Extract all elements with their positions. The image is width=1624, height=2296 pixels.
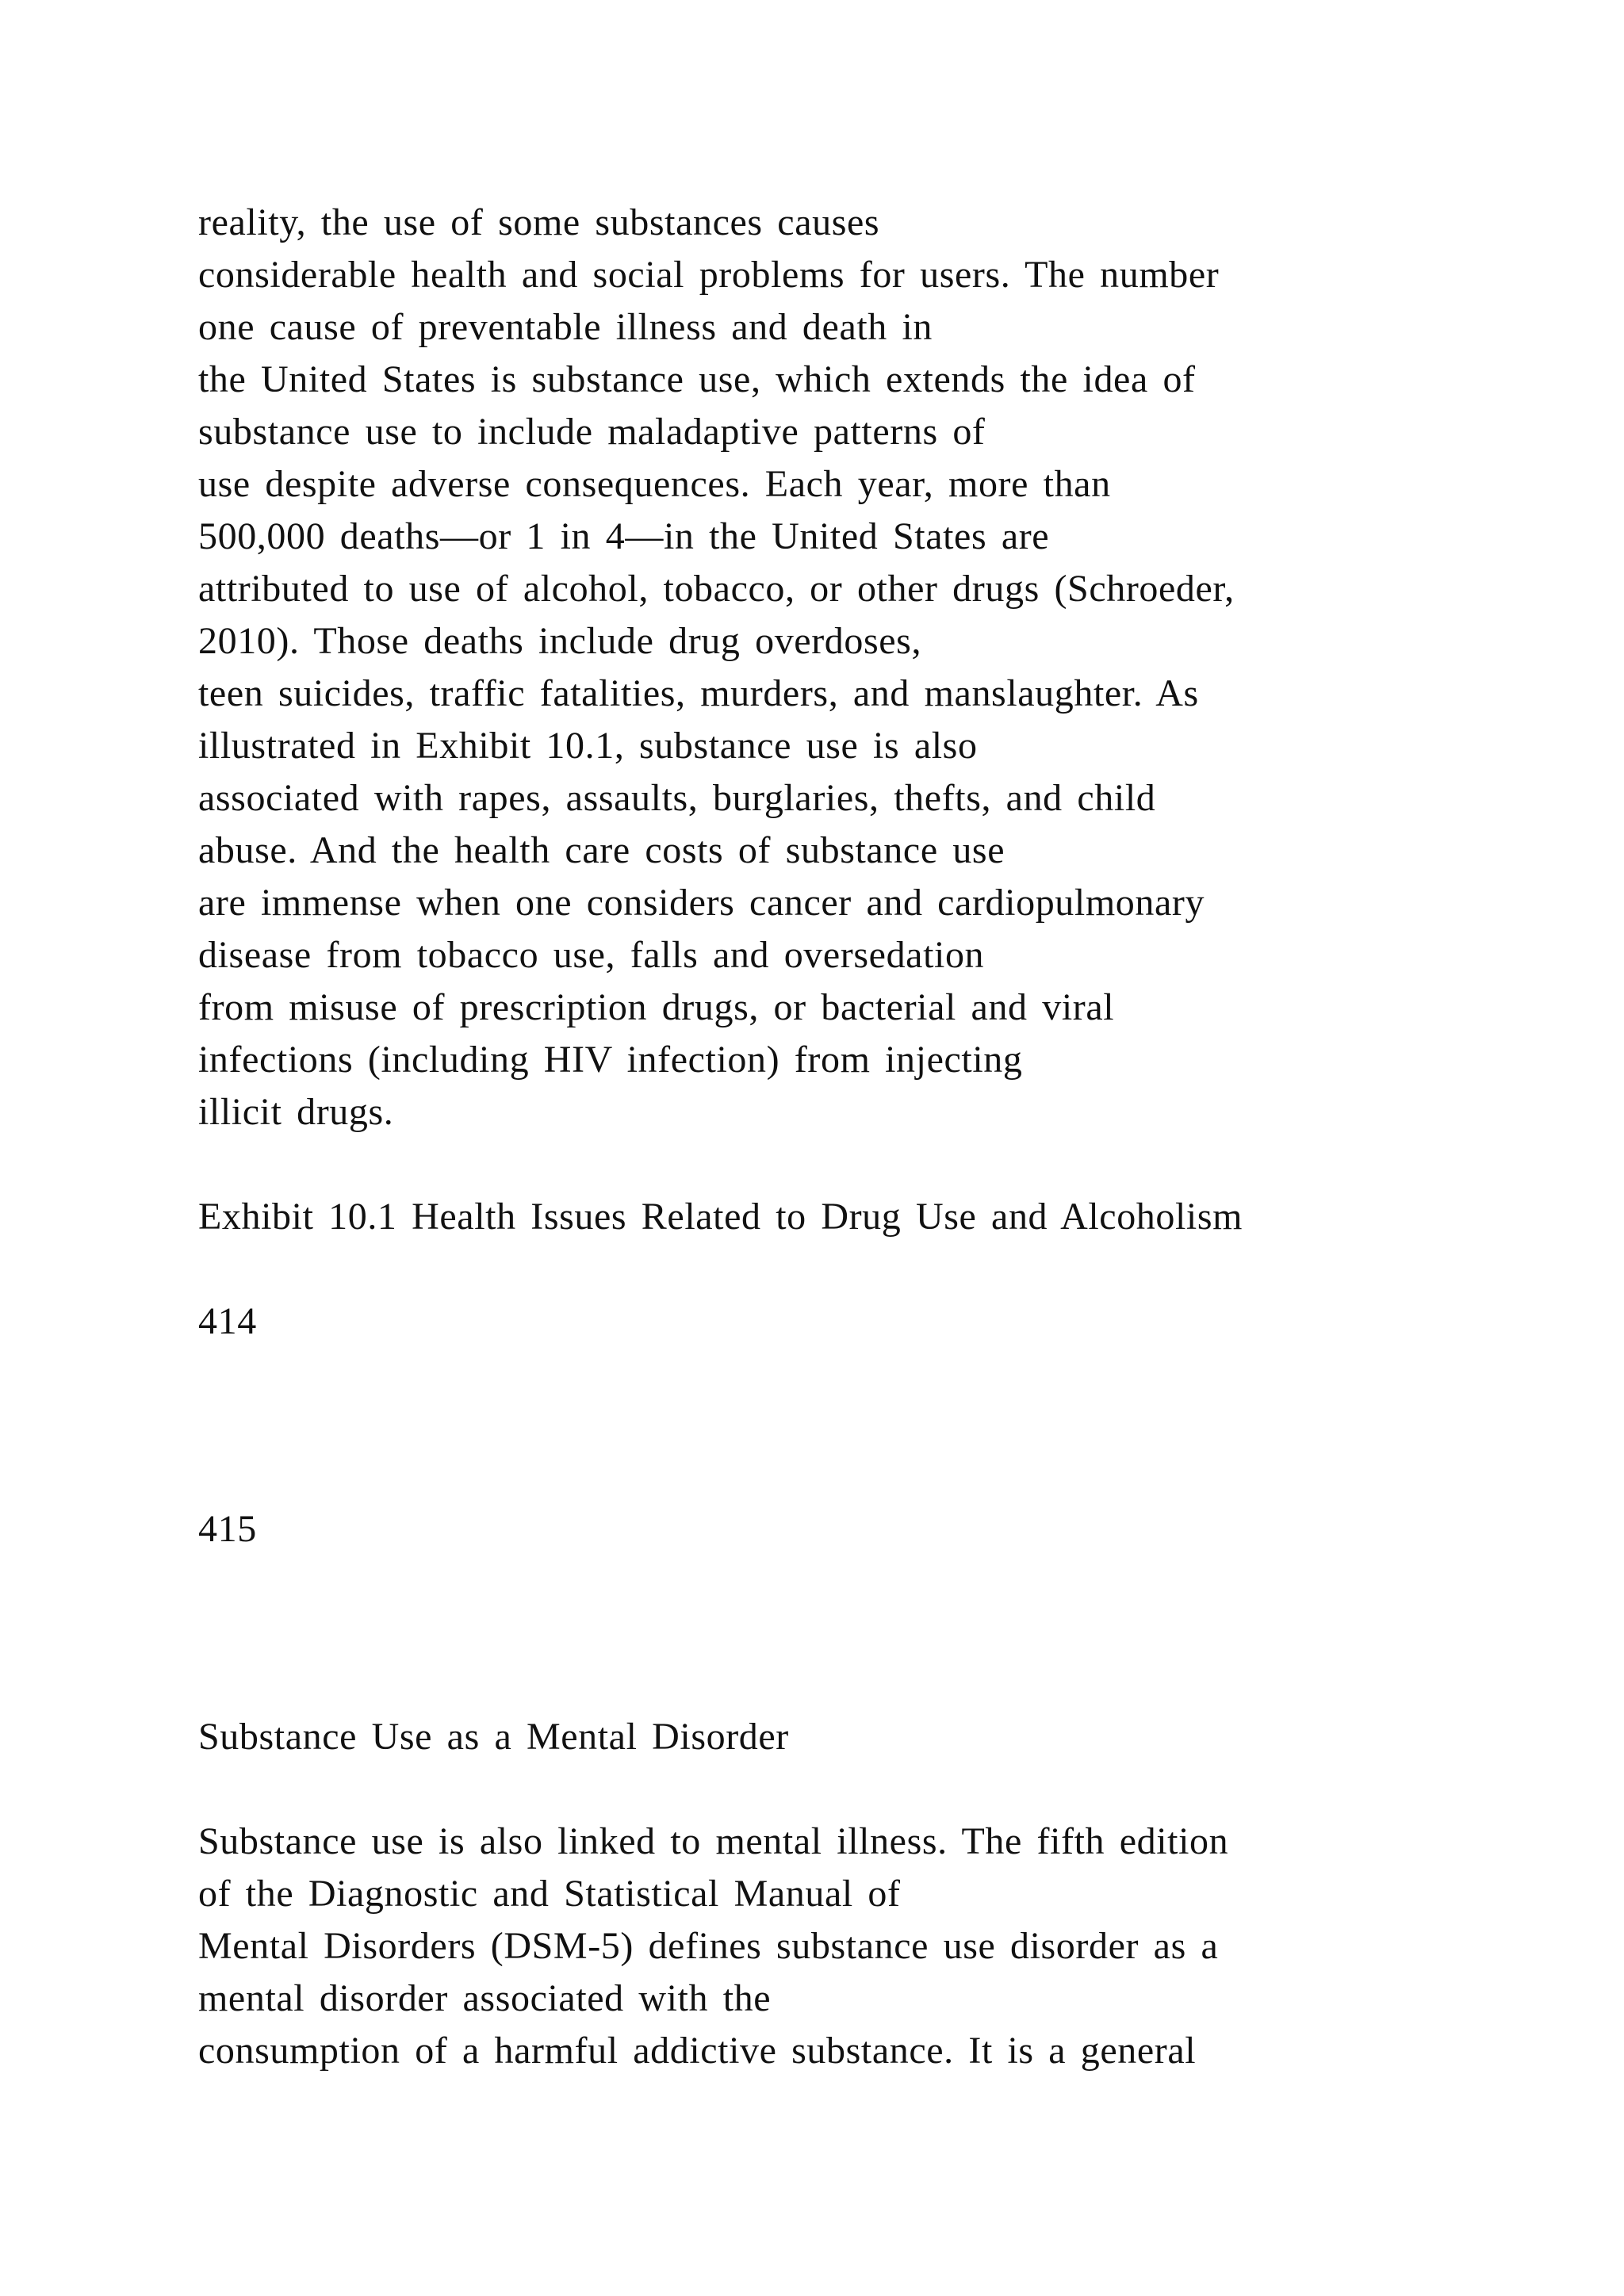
text-line: one cause of preventable illness and death in [198, 306, 933, 348]
page-number: 415 [198, 1508, 257, 1550]
text-line: Substance use is also linked to mental illness. The fifth edition [198, 1820, 1229, 1862]
text-line: attributed to use of alcohol, tobacco, or other drugs (Schroeder, [198, 568, 1235, 610]
text-line: substance use to include maladaptive patterns of [198, 411, 986, 453]
text-line: 500,000 deaths—or 1 in 4—in the United States are [198, 515, 1050, 557]
text-line: of the Diagnostic and Statistical Manual of [198, 1873, 901, 1915]
text-line: illicit drugs. [198, 1091, 394, 1133]
section-heading: Substance Use as a Mental Disorder [198, 1716, 789, 1758]
text-line: reality, the use of some substances causes [198, 201, 880, 243]
text-line: are immense when one considers cancer and cardiopulmonary [198, 882, 1205, 924]
text-line: infections (including HIV infection) from injecting [198, 1039, 1023, 1081]
text-line: illustrated in Exhibit 10.1, substance use is also [198, 725, 978, 767]
text-line: teen suicides, traffic fatalities, murders, and manslaughter. As [198, 672, 1199, 714]
text-line: mental disorder associated with the [198, 1977, 772, 2019]
text-line: abuse. And the health care costs of substance use [198, 829, 1005, 871]
exhibit-caption: Exhibit 10.1 Health Issues Related to Drug Use and Alcoholism [198, 1196, 1243, 1238]
text-line: from misuse of prescription drugs, or bacterial and viral [198, 986, 1115, 1028]
text-line: the United States is substance use, which extends the idea of [198, 358, 1196, 400]
page-number: 414 [198, 1300, 257, 1342]
text-line: associated with rapes, assaults, burglaries, thefts, and child [198, 777, 1156, 819]
text-line: Mental Disorders (DSM-5) defines substance use disorder as a [198, 1925, 1219, 1967]
text-line: 2010). Those deaths include drug overdoses, [198, 620, 922, 662]
text-line: considerable health and social problems for users. The number [198, 254, 1220, 296]
text-line: consumption of a harmful addictive substance. It is a general [198, 2030, 1197, 2072]
text-line: disease from tobacco use, falls and oversedation [198, 934, 985, 976]
text-line: use despite adverse consequences. Each year, more than [198, 463, 1111, 505]
